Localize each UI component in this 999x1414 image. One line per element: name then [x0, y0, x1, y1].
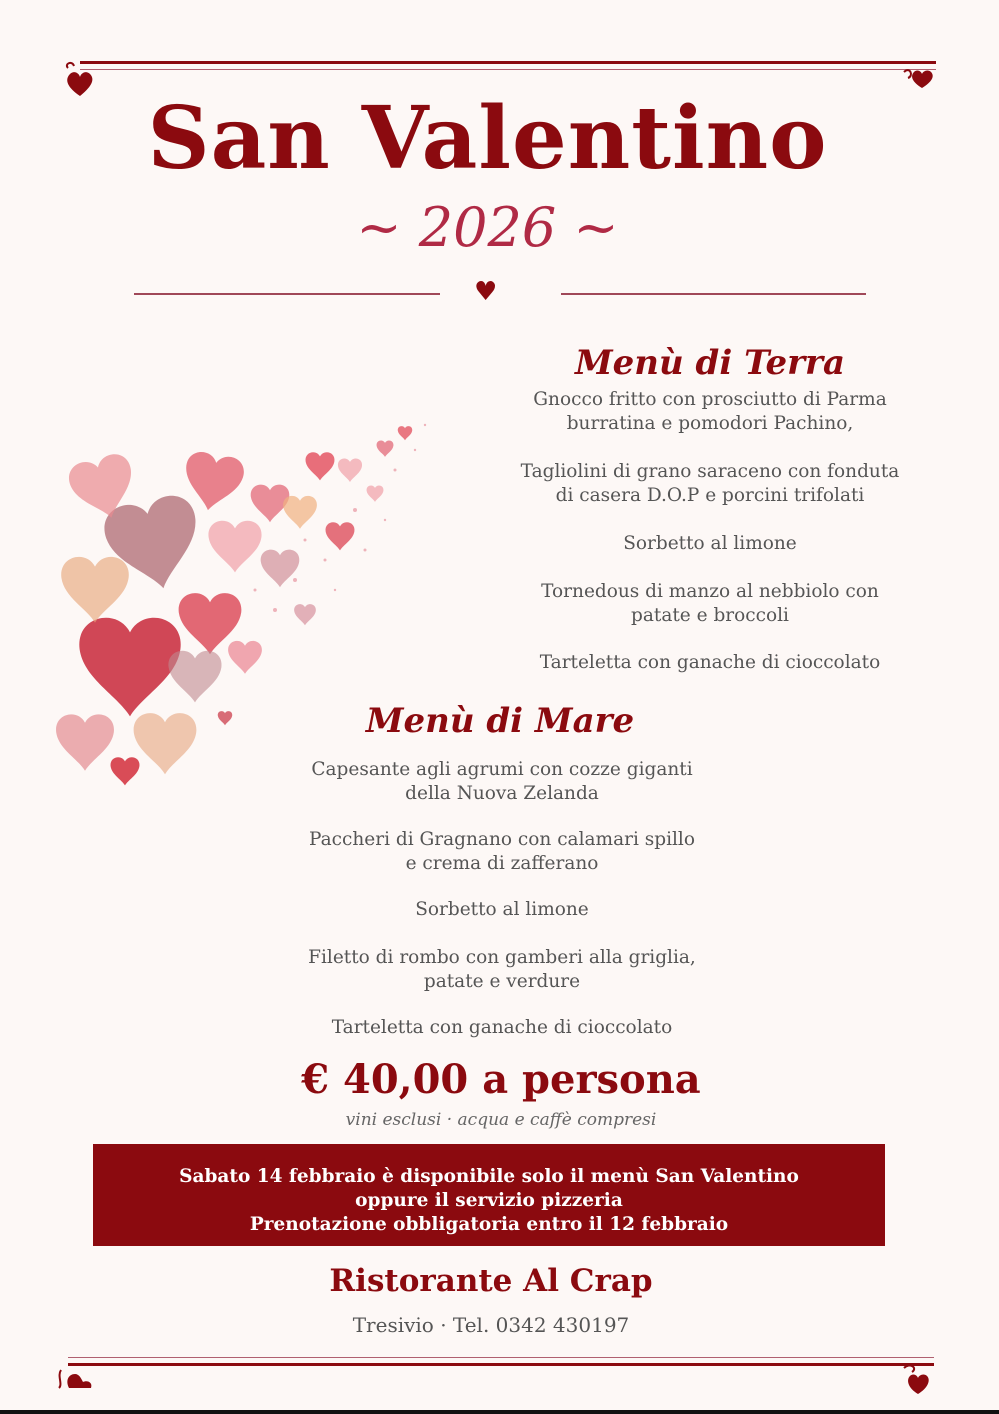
banner-line: Prenotazione obbligatoria entro il 12 febbraio — [249, 1214, 729, 1235]
corner-heart-ornament-icon — [898, 1360, 938, 1400]
menu-terra-item: Sorbetto al limone — [623, 533, 797, 554]
bottom-edge — [0, 1410, 999, 1414]
restaurant-address: Tresivio · Tel. 0342 430197 — [352, 1313, 630, 1337]
heart-icon: ♥ — [474, 277, 498, 307]
menu-mare-item: Filetto di rombo con gamberi alla griglia, patate e verdure — [308, 947, 696, 992]
banner-line: Sabato 14 febbraio è disponibile solo il menù San Valentino — [179, 1166, 799, 1187]
top-border-line — [80, 61, 936, 64]
watercolor-hearts-illustration — [45, 410, 435, 800]
menu-terra-item: Tagliolini di grano saraceno con fonduta di casera D.O.P e porcini trifolati — [520, 461, 900, 506]
menu-mare-title: Menù di Mare — [365, 701, 635, 741]
menu-terra-item: Tornedous di manzo al nebbiolo con patate e broccoli — [541, 581, 879, 626]
top-border-line-thin — [80, 69, 936, 70]
bottom-border-line — [68, 1363, 934, 1366]
price-label: € 40,00 a persona — [301, 1056, 701, 1103]
divider-right — [561, 293, 866, 295]
menu-mare-item: Sorbetto al limone — [415, 899, 589, 920]
corner-heart-ornament-icon — [55, 1366, 100, 1392]
menu-terra-title: Menù di Terra — [575, 343, 845, 383]
page-title: San Valentino — [147, 88, 828, 189]
year-subtitle: ~ 2026 ~ — [356, 196, 619, 259]
menu-mare-item: Paccheri di Gragnano con calamari spillo e crema di zafferano — [309, 829, 695, 874]
menu-mare-item: Capesante agli agrumi con cozze giganti della Nuova Zelanda — [311, 759, 693, 804]
info-banner — [93, 1144, 885, 1246]
restaurant-name: Ristorante Al Crap — [329, 1263, 653, 1299]
menu-terra-item: Tarteletta con ganache di cioccolato — [539, 652, 881, 673]
bottom-border-line-thin — [68, 1357, 934, 1358]
banner-line: oppure il servizio pizzeria — [355, 1190, 623, 1211]
price-note: vini esclusi · acqua e caffè compresi — [345, 1110, 657, 1130]
menu-mare-item: Tarteletta con ganache di cioccolato — [331, 1017, 673, 1038]
divider-left — [134, 293, 440, 295]
menu-terra-item: Gnocco fritto con prosciutto di Parma burratina e pomodori Pachino, — [533, 389, 887, 434]
